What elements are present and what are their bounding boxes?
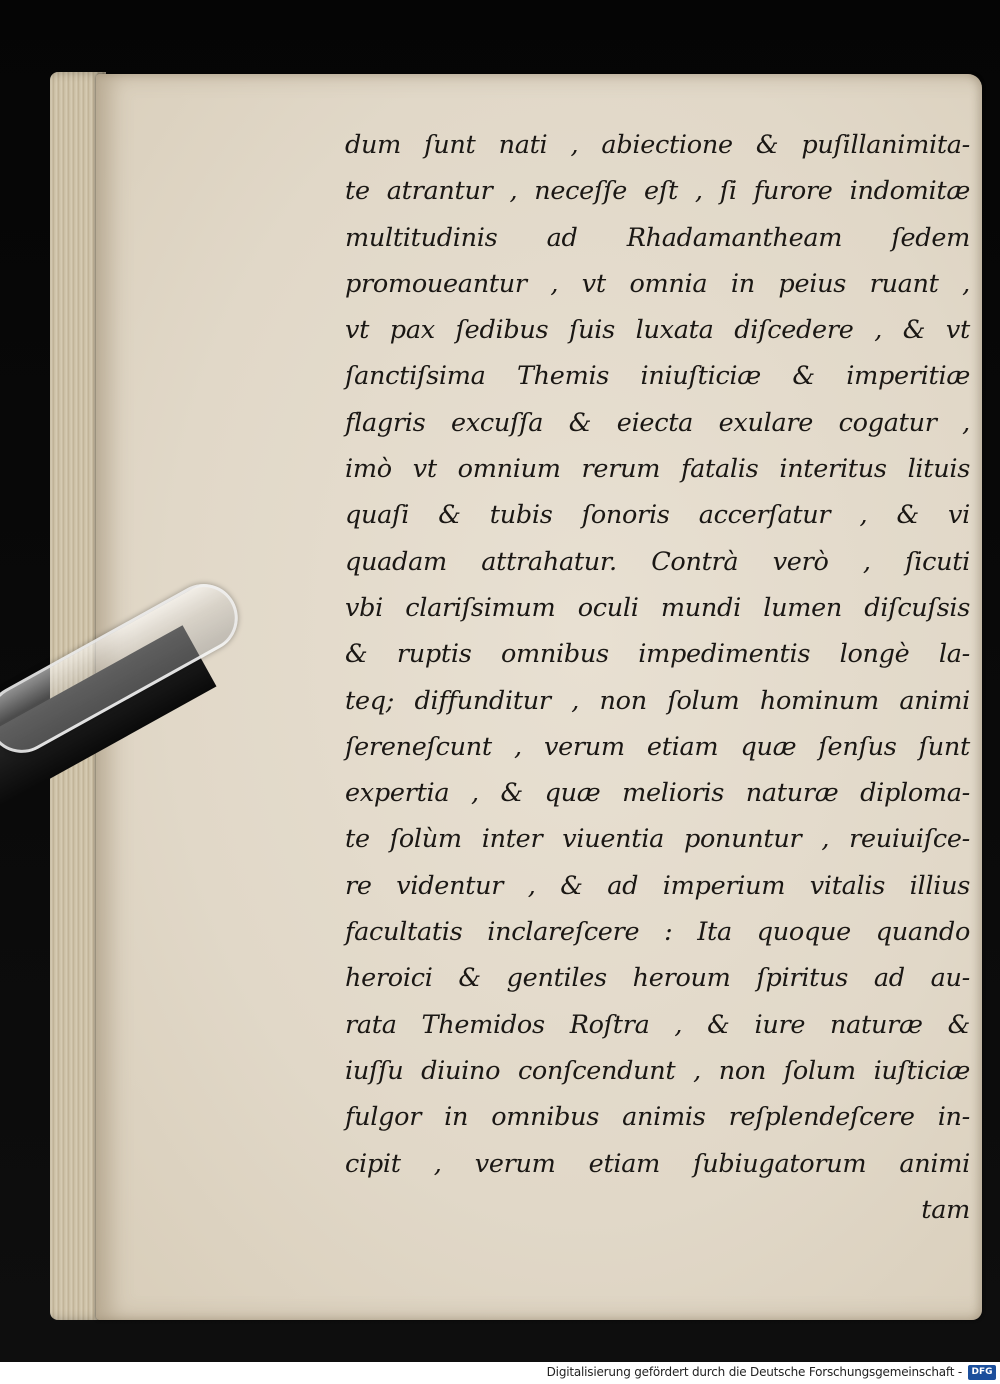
text-line: re videntur , & ad imperium vitalis illius	[345, 870, 970, 901]
text-line: rata Themidos Roſtra , & iure naturæ &	[345, 1009, 970, 1040]
text-line: expertia , & quæ melioris naturæ diploma-	[345, 778, 970, 809]
text-line: vt pax ſedibus ſuis luxata diſcedere , & vt	[345, 315, 970, 346]
text-line: quaſi & tubis ſonoris accerſatur , & vi	[345, 500, 970, 531]
text-line: multitudinis ad Rhadamantheam ſedem	[345, 222, 970, 253]
text-line: te atrantur , neceſſe eſt , ſi furore indomitæ	[345, 176, 970, 207]
text-line: heroici & gentiles heroum ſpiritus ad au-	[345, 963, 970, 994]
text-line: quadam attrahatur. Contrà verò , ſicuti	[345, 546, 970, 577]
text-line: facultatis inclareſcere : Ita quoque quando	[345, 917, 970, 948]
dfg-logo: DFG	[968, 1365, 996, 1380]
text-line: ſereneſcunt , verum etiam quæ ſenſus ſunt	[345, 731, 970, 762]
text-line: dum ſunt nati , abiectione & puſillanimita-	[345, 130, 970, 160]
funding-credit: Digitalisierung gefördert durch die Deutsche Forschungsgemeinschaft -	[546, 1365, 962, 1379]
text-line: cipit , verum etiam ſubiugatorum animi	[345, 1148, 970, 1179]
text-line: promoueantur , vt omnia in peius ruant ,	[345, 268, 970, 299]
text-line: imò vt omnium rerum fatalis interitus lituis	[345, 454, 970, 485]
text-line: flagris excuſſa & eiecta exulare cogatur ,	[345, 407, 970, 438]
text-line: teq; diffunditur , non ſolum hominum animi	[345, 685, 970, 716]
text-line: te ſolùm inter viuentia ponuntur , reuiuiſce-	[345, 824, 970, 855]
footer-bar	[0, 1362, 1000, 1384]
text-line: fulgor in omnibus animis reſplendeſcere in-	[345, 1102, 970, 1133]
text-line: ſanctiſsima Themis iniuſticiæ & imperitiæ	[345, 361, 970, 392]
text-line: vbi clariſsimum oculi mundi lumen diſcuſsis	[345, 592, 970, 623]
text-line: iuſſu diuino conſcendunt , non ſolum iuſticiæ	[345, 1055, 970, 1086]
text-line: & ruptis omnibus impedimentis longè la-	[345, 639, 970, 670]
text-block	[345, 122, 970, 1233]
catchword: tam	[921, 1194, 970, 1225]
